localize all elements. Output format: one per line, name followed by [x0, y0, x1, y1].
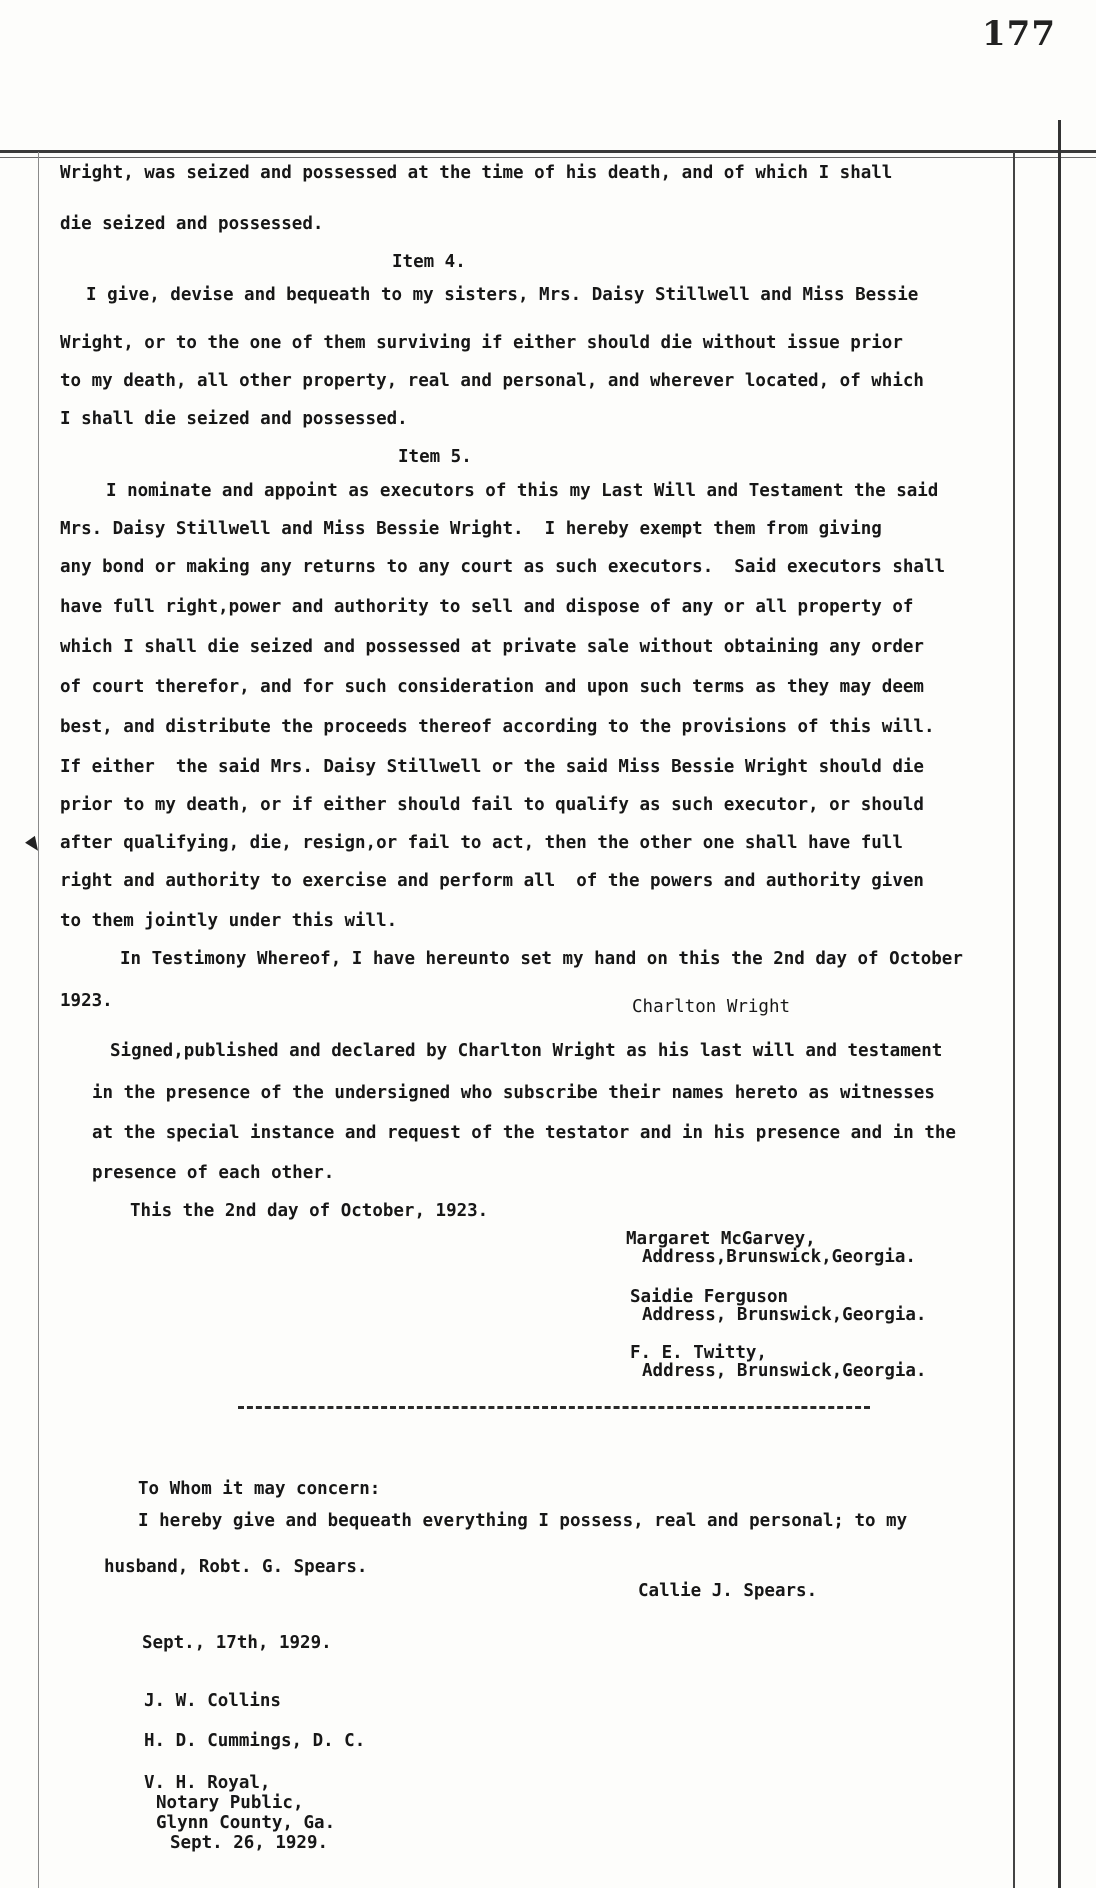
item5-line-2: Mrs. Daisy Stillwell and Miss Bessie Wright. I hereby exempt them from giving	[60, 519, 882, 539]
will2-signature: Callie J. Spears.	[638, 1581, 818, 1601]
attestation-line-2: in the presence of the undersigned who subscribe their names hereto as witnesses	[92, 1083, 935, 1103]
notary-date: Sept. 26, 1929.	[170, 1833, 329, 1853]
item5-line-11: right and authority to exercise and perform all of the powers and authority given	[60, 871, 924, 891]
item4-line-2: Wright, or to the one of them surviving if either should die without issue prior	[60, 333, 903, 353]
witness-2-address: Address, Brunswick,Georgia.	[642, 1305, 927, 1325]
item5-line-10: after qualifying, die, resign,or fail to act, then the other one shall have full	[60, 833, 903, 853]
will2-line-2: husband, Robt. G. Spears.	[104, 1557, 368, 1577]
header-rule	[0, 150, 1096, 153]
item5-line-1: I nominate and appoint as executors of this my Last Will and Testament the said	[106, 481, 939, 501]
item3-line-2: die seized and possessed.	[60, 214, 324, 234]
section-divider	[238, 1406, 870, 1409]
item4-line-3: to my death, all other property, real and personal, and wherever located, of which	[60, 371, 924, 391]
notary-title: Notary Public,	[156, 1793, 304, 1813]
witness-2-name: Saidie Ferguson	[630, 1287, 789, 1307]
item5-line-8: If either the said Mrs. Daisy Stillwell or the said Miss Bessie Wright should die	[60, 757, 924, 777]
header-rule-thin	[0, 157, 1096, 158]
testimony-line-2: 1923.	[60, 991, 113, 1011]
date-line: This the 2nd day of October, 1923.	[130, 1201, 489, 1221]
page-number: 177	[982, 14, 1056, 54]
item5-line-4: have full right,power and authority to sell and dispose of any or all property of	[60, 597, 914, 617]
witness-1-address: Address,Brunswick,Georgia.	[642, 1247, 916, 1267]
item4-line-1: I give, devise and bequeath to my sisters, Mrs. Daisy Stillwell and Miss Bessie	[86, 285, 919, 305]
item5-line-12: to them jointly under this will.	[60, 911, 398, 931]
attestation-line-4: presence of each other.	[92, 1163, 335, 1183]
item3-line-1: Wright, was seized and possessed at the time of his death, and of which I shall	[60, 163, 893, 183]
witness-1-name: Margaret McGarvey,	[626, 1229, 816, 1249]
item5-line-5: which I shall die seized and possessed at private sale without obtaining any order	[60, 637, 924, 657]
attestation-line-1: Signed,published and declared by Charlton Wright as his last will and testament	[110, 1041, 943, 1061]
item4-heading: Item 4.	[392, 252, 466, 272]
item5-line-6: of court therefor, and for such consideration and upon such terms as they may deem	[60, 677, 924, 697]
testimony-line-1: In Testimony Whereof, I have hereunto set my hand on this the 2nd day of October	[120, 949, 963, 969]
outer-right-rule	[1058, 120, 1061, 1888]
item5-line-9: prior to my death, or if either should fail to qualify as such executor, or should	[60, 795, 924, 815]
notary-name: V. H. Royal,	[144, 1773, 271, 1793]
item4-line-4: I shall die seized and possessed.	[60, 409, 408, 429]
item5-line-7: best, and distribute the proceeds thereof according to the provisions of this will.	[60, 717, 935, 737]
right-margin-rule	[1013, 152, 1015, 1888]
attestation-line-3: at the special instance and request of the testator and in his presence and in the	[92, 1123, 956, 1143]
salutation: To Whom it may concern:	[138, 1479, 381, 1499]
witness-3-name: F. E. Twitty,	[630, 1343, 767, 1363]
witness-collins: J. W. Collins	[144, 1691, 281, 1711]
will2-line-1: I hereby give and bequeath everything I possess, real and personal; to my	[138, 1511, 908, 1531]
pencil-mark-icon	[25, 836, 43, 854]
will2-date: Sept., 17th, 1929.	[142, 1633, 332, 1653]
left-margin-rule	[38, 152, 39, 1888]
item5-heading: Item 5.	[398, 447, 472, 467]
item5-line-3: any bond or making any returns to any court as such executors. Said executors shall	[60, 557, 946, 577]
notary-county: Glynn County, Ga.	[156, 1813, 336, 1833]
testator-signature: Charlton Wright	[632, 997, 791, 1017]
witness-cummings: H. D. Cummings, D. C.	[144, 1731, 366, 1751]
witness-3-address: Address, Brunswick,Georgia.	[642, 1361, 927, 1381]
